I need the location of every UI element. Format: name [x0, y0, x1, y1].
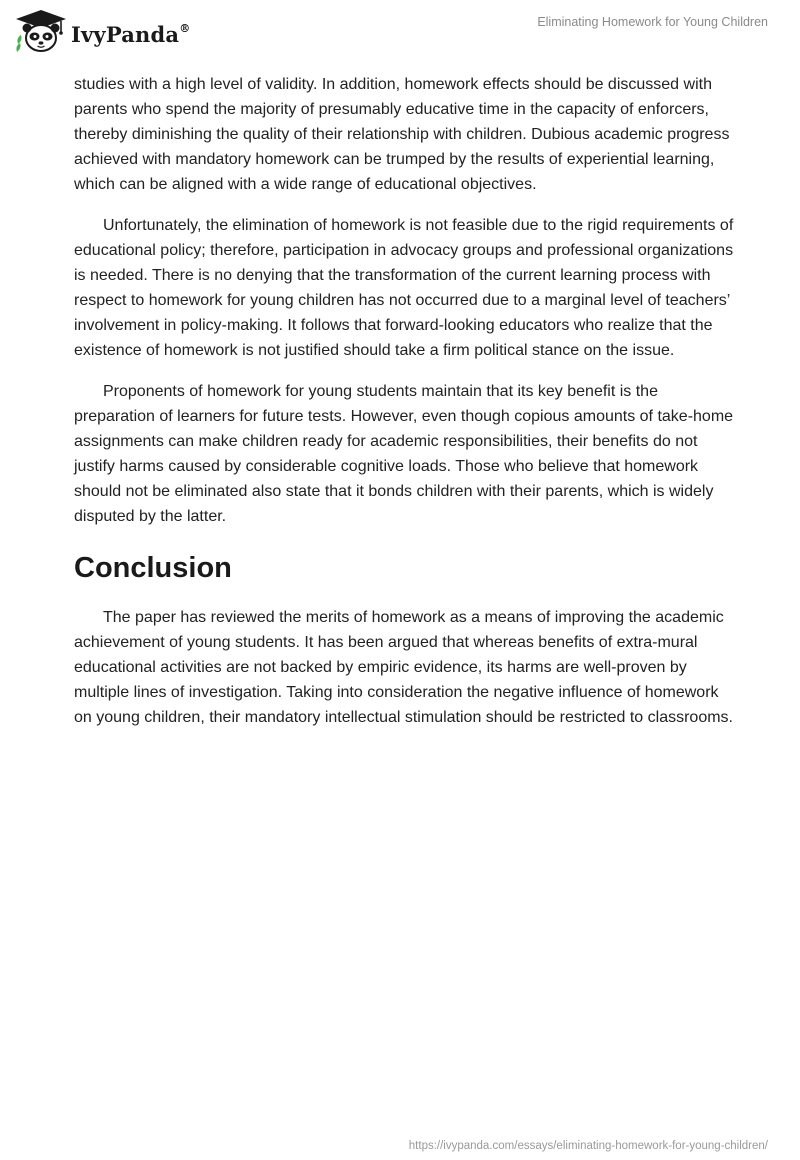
- running-title: Eliminating Homework for Young Children: [537, 15, 768, 29]
- essay-body: [74, 72, 734, 746]
- footer-url[interactable]: https://ivypanda.com/essays/eliminating-homework-for-young-children/: [408, 1140, 768, 1152]
- conclusion-heading: Conclusion: [74, 552, 232, 584]
- brand-name: IvyPanda®: [71, 21, 191, 47]
- panda-graduation-cap-icon: [14, 8, 68, 54]
- paragraph: Proponents of homework for young students maintain that its key benefit is the preparation of learners for future tests. However, even though copious amounts of take-home assignments can make children ready for academic responsibilities, their benefits do not justify harms caused by considerable cognitive loads. Those who believe that homework should not be eliminated also state that it bonds children with their parents, which is widely disputed by the latter.: [74, 383, 734, 525]
- conclusion-paragraph: The paper has reviewed the merits of homework as a means of improving the academic achievement of young students. It has been argued that whereas benefits of extra-mural educational activities are not backed by empiric evidence, its harms are well-proven by multiple lines of investigation. Taking into consideration the negative influence of homework on young children, their mandatory intellectual stimulation should be restricted to classrooms.: [74, 609, 733, 726]
- paragraph: studies with a high level of validity. In addition, homework effects should be discussed with parents who spend the majority of presumably educative time in the capacity of enforcers, thereby diminishing the quality of their relationship with children. Dubious academic progress achieved with mandatory homework can be trumped by the results of experiential learning, which can be aligned with a wide range of educational objectives.: [74, 76, 730, 193]
- page-header: [0, 0, 800, 60]
- paragraph: Unfortunately, the elimination of homework is not feasible due to the rigid requirements of educational policy; therefore, participation in advocacy groups and professional organizations is needed. There is no denying that the transformation of the current learning process with respect to homework for young children has not occurred due to a marginal level of teachers’ involvement in policy-making. It follows that forward-looking educators who realize that the existence of homework is not justified should take a firm political stance on the issue.: [74, 217, 734, 359]
- ivypanda-logo[interactable]: [14, 8, 190, 54]
